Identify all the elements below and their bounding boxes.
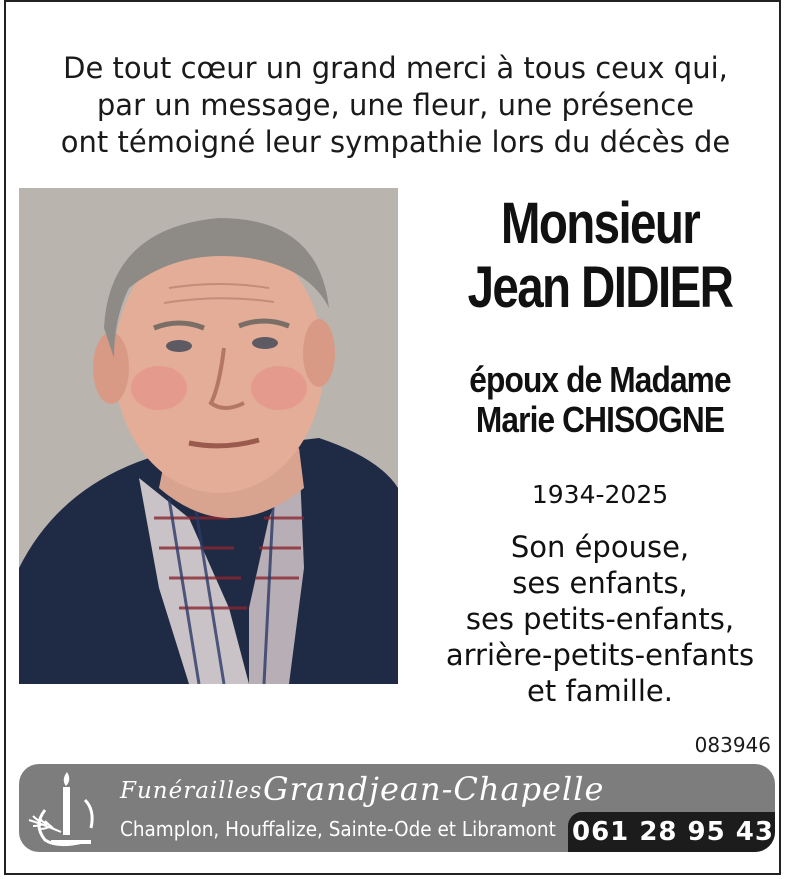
intro-line: par un message, une fleur, une présence: [96, 88, 695, 122]
spouse-info: [442, 360, 759, 440]
intro-line: De tout cœur un grand merci à tous ceux qui,: [63, 51, 728, 85]
family-line: ses enfants,: [512, 566, 688, 600]
spouse-name: Marie CHISOGNE: [475, 399, 725, 440]
funeral-home-banner: [19, 764, 775, 852]
portrait-photo: [19, 188, 398, 684]
funeral-home-name: Grandjean-Chapelle: [263, 770, 605, 808]
thank-you-message: [0, 50, 791, 161]
intro-line: ont témoigné leur sympathie lors du décès de: [60, 125, 731, 159]
deceased-info: [420, 188, 780, 709]
deceased-full-name: Jean DIDIER: [467, 255, 733, 320]
life-years: 1934-2025: [531, 480, 669, 509]
funeral-home-phone: 061 28 95 43: [568, 812, 775, 852]
deceased-name: [452, 192, 747, 320]
candle-wheat-logo-icon: [25, 770, 107, 848]
family-line: arrière-petits-enfants: [445, 638, 755, 672]
funerailles-label: Funérailles: [120, 778, 263, 804]
funeral-home-locations: Champlon, Houffalize, Sainte-Ode et Libramont: [120, 817, 556, 841]
reference-number: 083946: [694, 733, 771, 757]
spouse-line: époux de Madame: [469, 359, 731, 400]
family-line: ses petits-enfants,: [465, 602, 735, 636]
family-list: [420, 529, 780, 709]
deceased-title: Monsieur: [500, 191, 700, 256]
family-line: et famille.: [527, 674, 673, 708]
family-line: Son épouse,: [510, 530, 690, 564]
